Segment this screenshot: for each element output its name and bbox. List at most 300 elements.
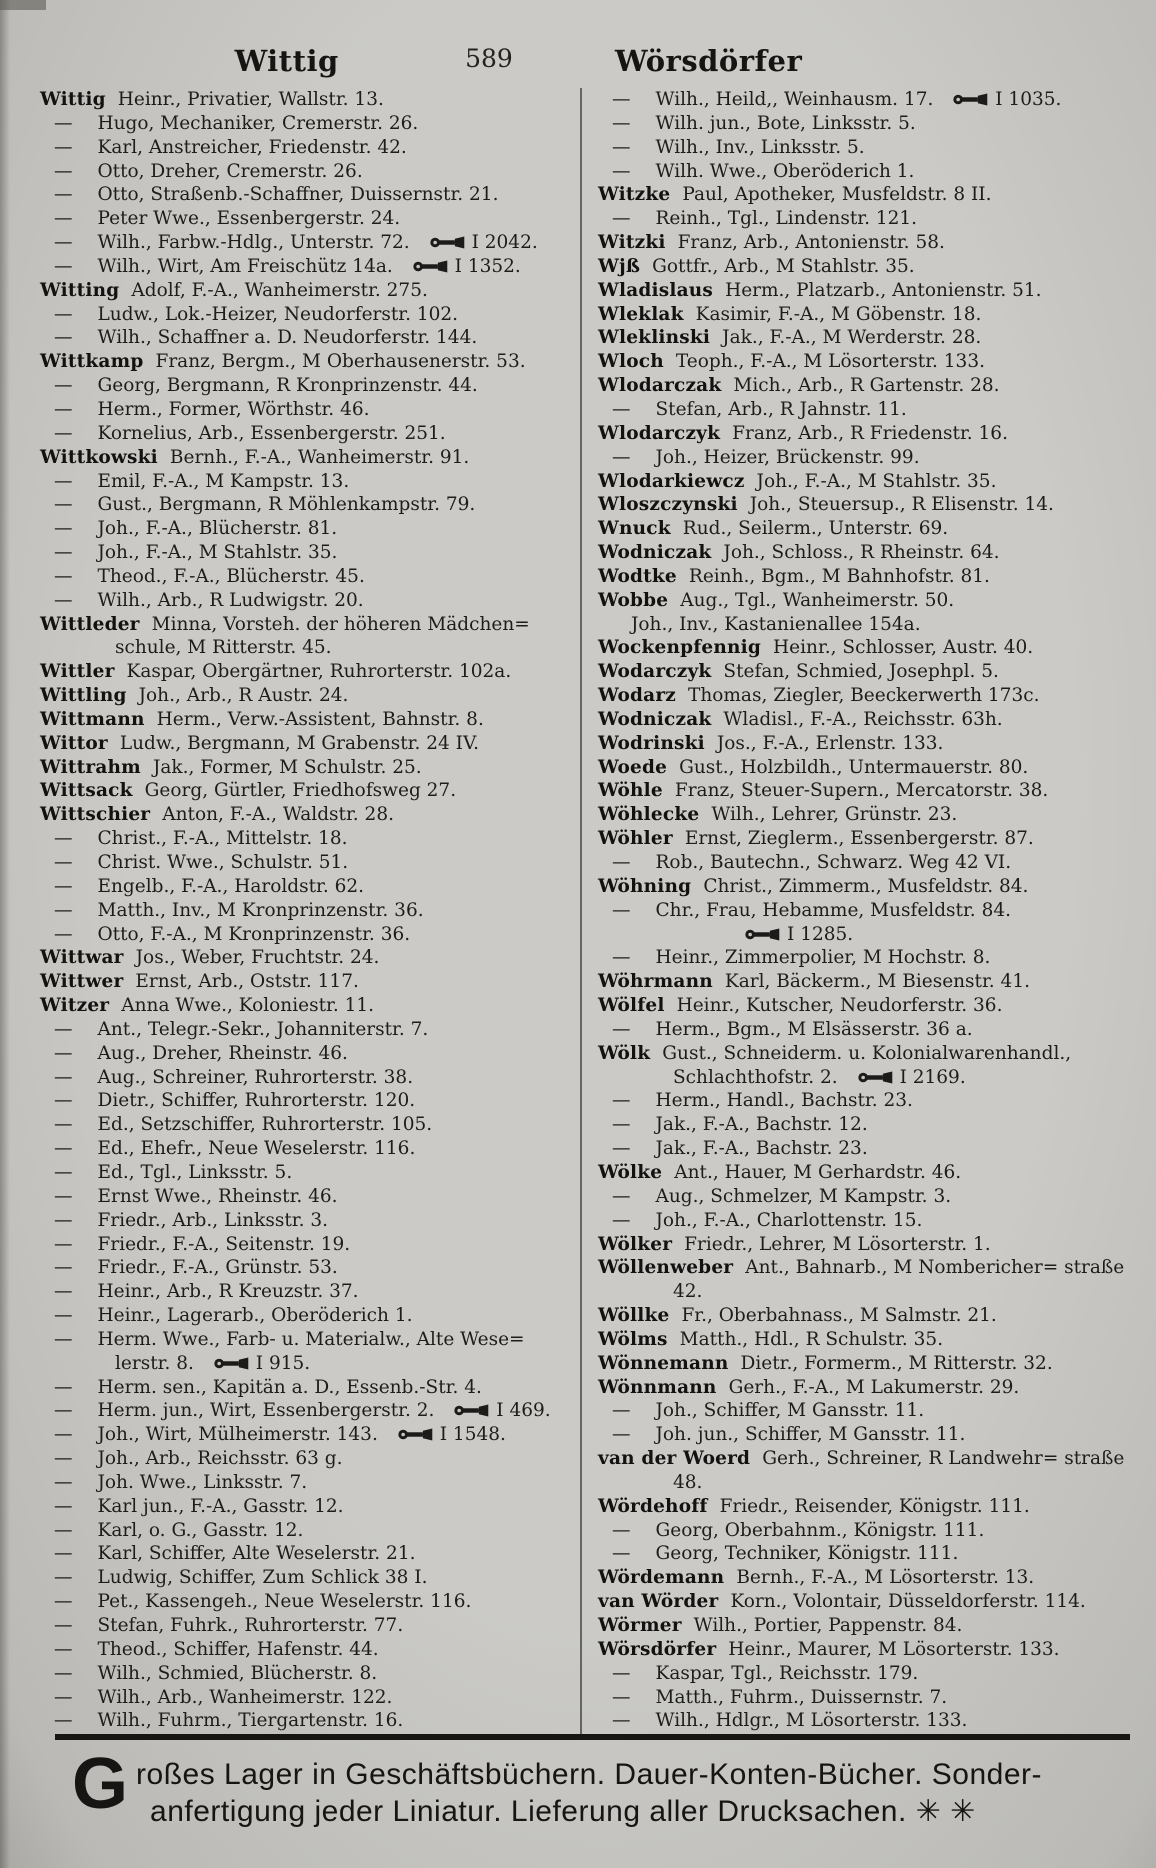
- entry-details: Jak., F.-A., M Werderstr. 28.: [722, 327, 982, 349]
- phone-number: I 1352.: [454, 255, 521, 277]
- entry-lead: —: [54, 1471, 72, 1493]
- entry-details: Friedr., Arb., Linksstr. 3.: [97, 1209, 329, 1231]
- entry-details: Wilh., Schmied, Blücherstr. 8.: [97, 1662, 378, 1684]
- entry-details: Gust., Schneiderm. u. Kolonialwarenhandl., Schlachthofstr. 2.: [662, 1042, 1072, 1088]
- directory-entry: [598, 1233, 1130, 1257]
- entry-details: Joh., F.-A., M Stahlstr. 35.: [97, 542, 338, 564]
- entry-lead: Wittrahm: [40, 756, 141, 778]
- entry-details: Chr., Frau, Hebamme, Musfeldstr. 84.: [655, 899, 1011, 921]
- directory-entry: [40, 1638, 568, 1662]
- entry-details: Wilh., Schaffner a. D. Neudorferstr. 144.: [97, 327, 478, 349]
- directory-entry: [598, 1590, 1130, 1614]
- phone-number: I 2042.: [471, 232, 538, 254]
- entry-lead: —: [612, 1424, 630, 1446]
- entry-lead: Wloszczynski: [598, 494, 738, 516]
- directory-entry: [598, 660, 1130, 684]
- entry-lead: Wöllke: [598, 1305, 670, 1327]
- entry-details: Reinh., Bgm., M Bahnhofstr. 81.: [688, 565, 990, 587]
- entry-lead: —: [54, 1066, 72, 1088]
- directory-entry: [40, 1113, 568, 1137]
- directory-entry: [40, 1280, 568, 1304]
- page-header: [0, 44, 1156, 86]
- directory-entry: [40, 398, 568, 422]
- entry-details: Heinr., Lagerarb., Oberöderich 1.: [97, 1305, 413, 1327]
- entry-lead: Wlodarkiewcz: [598, 470, 745, 492]
- entry-lead: —: [54, 398, 72, 420]
- phone-number: I 915.: [255, 1352, 311, 1374]
- phone-number: I 469.: [496, 1400, 551, 1422]
- entry-details: Joh. Wwe., Linksstr. 7.: [97, 1471, 308, 1493]
- entry-details: Ernst, Zieglerm., Essenbergerstr. 87.: [684, 828, 1034, 850]
- entry-lead: Wobbe: [598, 589, 669, 611]
- entry-lead: Witzke: [598, 184, 671, 206]
- directory-entry: [40, 1042, 568, 1066]
- entry-lead: —: [54, 208, 72, 230]
- directory-entry: [40, 1161, 568, 1185]
- entry-details: Kaspar, Obergärtner, Ruhrorterstr. 102a.: [126, 661, 512, 683]
- directory-entry: [40, 994, 568, 1018]
- entry-lead: —: [54, 1090, 72, 1112]
- entry-details: Kornelius, Arb., Essenbergerstr. 251.: [97, 422, 446, 444]
- entry-lead: —: [612, 899, 630, 921]
- entry-lead: Wodtke: [598, 565, 677, 587]
- entry-lead: Wöllenweber: [598, 1257, 734, 1279]
- entry-lead: —: [54, 422, 72, 444]
- directory-entry: [40, 1566, 568, 1590]
- directory-entry: [40, 422, 568, 446]
- entry-lead: Wodniczak: [598, 542, 712, 564]
- entry-details: Gust., Bergmann, R Möhlenkampstr. 79.: [97, 494, 476, 516]
- entry-lead: Wockenpfennig: [598, 637, 762, 659]
- directory-entry: [40, 1614, 568, 1638]
- entry-lead: —: [54, 1448, 72, 1470]
- entry-lead: —: [54, 1567, 72, 1589]
- entry-lead: —: [54, 1138, 72, 1160]
- directory-entry: [40, 1328, 568, 1376]
- entry-lead: —: [54, 923, 72, 945]
- entry-lead: Wlodarczyk: [598, 422, 721, 444]
- entry-lead: —: [54, 375, 72, 397]
- directory-entry: [40, 1089, 568, 1113]
- entry-lead: —: [612, 947, 630, 969]
- phone-number: I 1035.: [995, 89, 1062, 110]
- directory-entry: [40, 1519, 568, 1543]
- entry-lead: —: [54, 852, 72, 873]
- entry-lead: —: [54, 303, 72, 325]
- entry-lead: —: [54, 136, 72, 158]
- directory-entry: [598, 1542, 1130, 1566]
- directory-entry: [40, 684, 568, 708]
- entry-lead: Wörmer: [598, 1615, 682, 1636]
- entry-details: Reinh., Tgl., Lindenstr. 121.: [655, 208, 918, 230]
- entry-lead: —: [612, 1710, 630, 1732]
- directory-entry: [40, 207, 568, 231]
- entry-lead: Witting: [40, 279, 120, 301]
- directory-entry: [598, 493, 1130, 517]
- directory-column-right: [582, 88, 1130, 1734]
- entry-details: Theod., Schiffer, Hafenstr. 44.: [97, 1638, 379, 1660]
- entry-lead: —: [54, 542, 72, 564]
- entry-lead: Wittsack: [40, 780, 133, 802]
- entry-details: Adolf, F.-A., Wanheimerstr. 275.: [131, 279, 428, 301]
- entry-details: Ant., Hauer, M Gerhardstr. 46.: [674, 1161, 962, 1183]
- directory-entry: [598, 112, 1130, 136]
- entry-details: Georg, Techniker, Königstr. 111.: [655, 1543, 959, 1565]
- entry-details: Georg, Oberbahnm., Königstr. 111.: [655, 1519, 985, 1541]
- entry-lead: Wodniczak: [598, 708, 712, 730]
- directory-entry: [598, 1614, 1130, 1638]
- phone-block: [687, 923, 1130, 947]
- entry-details: Herm. Wwe., Farb- u. Materialw., Alte Wese= lerstr. 8.: [97, 1328, 525, 1374]
- entry-details: Jak., F.-A., Bachstr. 12.: [655, 1114, 868, 1136]
- entry-lead: Wittling: [40, 685, 127, 707]
- phone-number: I 1285.: [787, 923, 854, 945]
- directory-entry: [598, 183, 1130, 207]
- directory-entry: [40, 1709, 568, 1733]
- directory-entry: [40, 136, 568, 160]
- directory-entry: [598, 374, 1130, 398]
- entry-details: Dietr., Schiffer, Ruhrorterstr. 120.: [97, 1090, 416, 1112]
- entry-details: Otto, Straßenb.-Schaffner, Duissernstr. 21.: [97, 184, 499, 206]
- directory-entry: [598, 946, 1130, 970]
- entry-details: Anton, F.-A., Waldstr. 28.: [162, 804, 394, 826]
- phone-block: [424, 232, 538, 253]
- entry-details: Ludw., Lok.-Heizer, Neudorferstr. 102.: [97, 303, 459, 325]
- entry-details: Heinr., Kutscher, Neudorferstr. 36.: [676, 995, 1003, 1017]
- directory-entry: [598, 1328, 1130, 1352]
- entry-details: Gust., Holzbildh., Untermauerstr. 80.: [679, 756, 1029, 778]
- directory-entry: [598, 827, 1130, 851]
- phone-handset-icon: [454, 1404, 490, 1417]
- entry-lead: Wölms: [598, 1328, 668, 1350]
- entry-details: Wilh., Fuhrm., Tiergartenstr. 16.: [97, 1710, 404, 1732]
- entry-lead: —: [54, 327, 72, 349]
- directory-entry: [598, 708, 1130, 732]
- entry-lead: —: [54, 1519, 72, 1541]
- entry-details: Ernst, Arb., Oststr. 117.: [135, 971, 359, 993]
- phone-block: [947, 89, 1061, 110]
- entry-details: Herm., Platzarb., Antonienstr. 51.: [725, 279, 1042, 301]
- entry-details: Otto, F.-A., M Kronprinzenstr. 36.: [97, 923, 411, 945]
- entry-lead: —: [612, 112, 630, 134]
- directory-entry: [598, 1495, 1130, 1519]
- directory-entry: [598, 1352, 1130, 1376]
- entry-details: Ant., Bahnarb., M Nombericher= straße 42.: [673, 1257, 1125, 1303]
- directory-entry: [40, 1137, 568, 1161]
- entry-lead: van Wörder: [598, 1591, 719, 1613]
- directory-entry: [598, 779, 1130, 803]
- entry-details: Georg, Gürtler, Friedhofsweg 27.: [144, 780, 457, 802]
- entry-lead: Wölk: [598, 1042, 651, 1064]
- entry-lead: Wölker: [598, 1233, 673, 1255]
- scan-edge-artifact: [0, 0, 46, 10]
- directory-entry: [598, 207, 1130, 231]
- entry-lead: Wittkamp: [40, 351, 144, 373]
- entry-lead: Wöhle: [598, 780, 663, 802]
- entry-lead: —: [612, 89, 630, 110]
- entry-details: Mich., Arb., R Gartenstr. 28.: [733, 375, 1000, 397]
- entry-details: Pet., Kassengeh., Neue Weselerstr. 116.: [97, 1591, 472, 1613]
- directory-entry: [598, 732, 1130, 756]
- entry-lead: Wönnemann: [598, 1352, 729, 1374]
- entry-details: Christ., Zimmerm., Musfeldstr. 84.: [703, 875, 1029, 897]
- directory-entry: [598, 1185, 1130, 1209]
- directory-entry: [40, 88, 568, 112]
- entry-details: Teoph., F.-A., M Lösorterstr. 133.: [675, 351, 985, 373]
- directory-entry: [598, 1709, 1130, 1733]
- directory-entry: [598, 422, 1130, 446]
- entry-details: Rud., Seilerm., Unterstr. 69.: [682, 518, 949, 540]
- directory-entry: [40, 1304, 568, 1328]
- entry-details: Christ., F.-A., Mittelstr. 18.: [97, 828, 348, 850]
- entry-lead: Wittkowski: [40, 446, 158, 468]
- entry-details: Joh., F.-A., Charlottenstr. 15.: [655, 1209, 923, 1231]
- directory-entry: [40, 517, 568, 541]
- entry-lead: Wöhning: [598, 875, 692, 897]
- entry-lead: Wöhrmann: [598, 971, 713, 993]
- phone-block: [392, 1424, 506, 1445]
- entry-details: Matth., Fuhrm., Duissernstr. 7.: [655, 1686, 948, 1708]
- entry-lead: Wittig: [40, 89, 106, 110]
- directory-entry: [40, 756, 568, 780]
- directory-entry: [40, 1018, 568, 1042]
- column-divider-rule: [580, 88, 582, 1734]
- entry-details: Wilh., Arb., Wanheimerstr. 122.: [97, 1686, 393, 1708]
- directory-entry: [598, 1399, 1130, 1423]
- directory-entry: [40, 1185, 568, 1209]
- entry-details: Joh., Schiffer, M Gansstr. 11.: [655, 1400, 925, 1422]
- directory-entry: [40, 1376, 568, 1400]
- directory-entry: [40, 803, 568, 827]
- phone-block: [852, 1067, 966, 1088]
- entry-details: Bernh., F.-A., M Lösorterstr. 13.: [736, 1567, 1035, 1589]
- directory-entry: [40, 589, 568, 613]
- directory-entry: [40, 541, 568, 565]
- directory-entry: [598, 231, 1130, 255]
- directory-entry: [598, 851, 1130, 875]
- directory-entry: [40, 660, 568, 684]
- directory-entry: [40, 1066, 568, 1090]
- entry-details: Rob., Bautechn., Schwarz. Weg 42 VI.: [655, 852, 1012, 873]
- directory-entry: [40, 303, 568, 327]
- phone-number: I 1548.: [439, 1424, 506, 1446]
- directory-entry: [598, 470, 1130, 494]
- directory-entry: [598, 279, 1130, 303]
- entry-details: Wilh. Wwe., Oberöderich 1.: [655, 160, 915, 182]
- entry-details: Heinr., Privatier, Wallstr. 13.: [117, 89, 384, 110]
- entry-lead: Wittwar: [40, 947, 124, 969]
- entry-lead: Woede: [598, 756, 668, 778]
- entry-details: Anna Wwe., Koloniestr. 11.: [121, 995, 375, 1017]
- entry-lead: —: [612, 1543, 630, 1565]
- ad-dropcap: G: [72, 1744, 127, 1824]
- entry-lead: —: [612, 1185, 630, 1207]
- entry-lead: Wölfel: [598, 995, 665, 1017]
- directory-entry: [598, 994, 1130, 1018]
- entry-lead: —: [612, 1114, 630, 1136]
- entry-lead: Wölke: [598, 1161, 663, 1183]
- entry-details: Friedr., F.-A., Grünstr. 53.: [97, 1257, 338, 1279]
- entry-lead: —: [54, 112, 72, 134]
- directory-entry: [40, 231, 568, 255]
- directory-entry: [40, 326, 568, 350]
- entry-details: Gerh., Schreiner, R Landwehr= straße 48.: [673, 1448, 1125, 1493]
- entry-lead: Wöhlecke: [598, 804, 700, 826]
- directory-entry: [598, 1304, 1130, 1328]
- entry-details: Ed., Setzschiffer, Ruhrorterstr. 105.: [97, 1114, 433, 1136]
- entry-lead: Wittmann: [40, 708, 145, 730]
- directory-entry: [40, 970, 568, 994]
- entry-details: Peter Wwe., Essenbergerstr. 24.: [97, 208, 401, 230]
- phone-handset-icon: [398, 1428, 434, 1441]
- entry-lead: —: [54, 518, 72, 540]
- entry-lead: van der Woerd: [598, 1448, 751, 1470]
- entry-lead: —: [54, 1638, 72, 1660]
- entry-details: Aug., Dreher, Rheinstr. 46.: [97, 1042, 348, 1064]
- directory-entry: [598, 803, 1130, 827]
- directory-entry: [40, 1423, 568, 1447]
- entry-details: Joh. jun., Schiffer, M Gansstr. 11.: [655, 1424, 966, 1446]
- entry-lead: —: [54, 1185, 72, 1207]
- entry-details: Karl, Bäckerm., M Biesenstr. 41.: [724, 971, 1030, 993]
- entry-lead: —: [612, 446, 630, 468]
- directory-entry: [40, 1495, 568, 1519]
- entry-details: Franz, Arb., R Friedenstr. 16.: [732, 422, 1008, 444]
- entry-details: Bernh., F.-A., Wanheimerstr. 91.: [169, 446, 470, 468]
- directory-entry: [598, 541, 1130, 565]
- header-guide-word-right: Wörsdörfer: [614, 44, 803, 78]
- entry-lead: —: [612, 1686, 630, 1708]
- phone-handset-icon: [430, 236, 466, 249]
- entry-details: Heinr., Arb., R Kreuzstr. 37.: [97, 1281, 359, 1303]
- directory-entry: [598, 326, 1130, 350]
- directory-entry: [598, 1447, 1130, 1495]
- entry-details: Thomas, Ziegler, Beeckerwerth 173c.: [687, 685, 1040, 707]
- entry-lead: —: [54, 565, 72, 587]
- directory-entry: [40, 875, 568, 899]
- footer-separator-rule: [55, 1734, 1130, 1740]
- entry-lead: —: [612, 1519, 630, 1541]
- directory-entry: [40, 708, 568, 732]
- entry-details: Heinr., Schlosser, Austr. 40.: [773, 637, 1034, 659]
- entry-lead: —: [54, 494, 72, 516]
- entry-lead: Wloch: [598, 351, 664, 373]
- entry-lead: —: [54, 1209, 72, 1231]
- directory-entry: [598, 136, 1130, 160]
- entry-details: Friedr., F.-A., Seitenstr. 19.: [97, 1233, 351, 1255]
- directory-entry: [40, 851, 568, 875]
- directory-entry: [40, 255, 568, 279]
- entry-details: Ed., Tgl., Linksstr. 5.: [97, 1161, 293, 1183]
- entry-details: Hugo, Mechaniker, Cremerstr. 26.: [97, 112, 419, 134]
- directory-entry: [40, 470, 568, 494]
- entry-lead: Wnuck: [598, 518, 671, 540]
- directory-entry: [598, 589, 1130, 613]
- directory-entry: [40, 1471, 568, 1495]
- directory-entry: [40, 446, 568, 470]
- directory-columns: [40, 88, 1130, 1734]
- entry-details: Jos., Weber, Fruchtstr. 24.: [135, 947, 380, 969]
- directory-entry: [598, 1113, 1130, 1137]
- ad-text: [136, 1752, 1042, 1830]
- entry-details: Wilh., Wirt, Am Freischütz 14a.: [97, 255, 393, 277]
- entry-details: Emil, F.-A., M Kampstr. 13.: [97, 470, 350, 492]
- directory-entry: [40, 827, 568, 851]
- entry-lead: Wladislaus: [598, 279, 714, 301]
- entry-lead: —: [54, 160, 72, 182]
- entry-details: Minna, Vorsteh. der höheren Mädchen= schule, M Ritterstr. 45.: [115, 613, 530, 659]
- entry-lead: —: [54, 1018, 72, 1040]
- phone-number: I 2169.: [899, 1066, 966, 1088]
- entry-details: Joh., Schloss., R Rheinstr. 64.: [723, 542, 1000, 564]
- entry-details: Wilh., Farbw.-Hdlg., Unterstr. 72.: [97, 232, 410, 254]
- entry-details: Korn., Volontair, Düsseldorferstr. 114.: [730, 1591, 1086, 1613]
- entry-lead: —: [612, 1138, 630, 1160]
- entry-details: Ludw., Bergmann, M Grabenstr. 24 IV.: [119, 732, 479, 754]
- entry-lead: Wörsdörfer: [598, 1638, 717, 1660]
- entry-details: Franz, Arb., Antonienstr. 58.: [677, 232, 945, 254]
- entry-details: Wladisl., F.-A., Reichsstr. 63h.: [723, 708, 1003, 730]
- entry-lead: Wittwer: [40, 971, 124, 993]
- directory-entry: [40, 183, 568, 207]
- directory-entry: [40, 1447, 568, 1471]
- entry-details: Wilh., Arb., R Ludwigstr. 20.: [97, 589, 364, 611]
- page-number: 589: [465, 44, 513, 73]
- directory-entry: [40, 160, 568, 184]
- directory-entry: [598, 1089, 1130, 1113]
- entry-details: Franz, Bergm., M Oberhausenerstr. 53.: [155, 351, 526, 373]
- directory-entry: [598, 1256, 1130, 1304]
- entry-details: Friedr., Lehrer, M Lösorterstr. 1.: [684, 1233, 991, 1255]
- entry-lead: —: [54, 470, 72, 492]
- entry-lead: —: [612, 1018, 630, 1040]
- entry-details: Stefan, Fuhrk., Ruhrorterstr. 77.: [97, 1615, 404, 1636]
- entry-details: Ed., Ehefr., Neue Weselerstr. 116.: [97, 1138, 416, 1160]
- directory-entry: [598, 565, 1130, 589]
- directory-entry: [598, 398, 1130, 422]
- entry-details: Joh., F.-A., Blücherstr. 81.: [97, 518, 338, 540]
- entry-details: Kaspar, Tgl., Reichsstr. 179.: [655, 1662, 919, 1684]
- entry-details: Franz, Steuer-Supern., Mercatorstr. 38.: [674, 780, 1049, 802]
- phone-block: [448, 1400, 550, 1421]
- entry-lead: Wodrinski: [598, 732, 705, 754]
- directory-entry: [598, 875, 1130, 899]
- ad-line-1: roßes Lager in Geschäftsbüchern. Dauer-Konten-Bücher. Sonder-: [136, 1758, 1042, 1791]
- entry-details: Herm., Former, Wörthstr. 46.: [97, 398, 370, 420]
- entry-lead: —: [612, 160, 630, 182]
- entry-lead: —: [54, 1662, 72, 1684]
- entry-details: Jak., Former, M Schulstr. 25.: [152, 756, 422, 778]
- entry-lead: —: [54, 232, 72, 254]
- entry-details: Karl, Schiffer, Alte Weselerstr. 21.: [97, 1543, 416, 1565]
- directory-entry: [598, 1638, 1130, 1662]
- entry-details: Heinr., Maurer, M Lösorterstr. 133.: [728, 1638, 1060, 1660]
- directory-entry: [598, 255, 1130, 279]
- directory-entry: [40, 493, 568, 517]
- entry-lead: —: [612, 1400, 630, 1422]
- entry-details: Wilh., Portier, Pappenstr. 84.: [693, 1615, 963, 1636]
- directory-entry: [40, 1256, 568, 1280]
- entry-details: Karl, Anstreicher, Friedenstr. 42.: [97, 136, 407, 158]
- entry-lead: —: [54, 1400, 72, 1422]
- entry-lead: —: [54, 1495, 72, 1517]
- entry-details: Matth., Inv., M Kronprinzenstr. 36.: [97, 899, 424, 921]
- directory-entry: [598, 303, 1130, 327]
- directory-entry: [40, 1542, 568, 1566]
- entry-details: Dietr., Formerm., M Ritterstr. 32.: [740, 1352, 1053, 1374]
- entry-details: Gottfr., Arb., M Stahlstr. 35.: [652, 255, 915, 277]
- entry-lead: —: [612, 1662, 630, 1684]
